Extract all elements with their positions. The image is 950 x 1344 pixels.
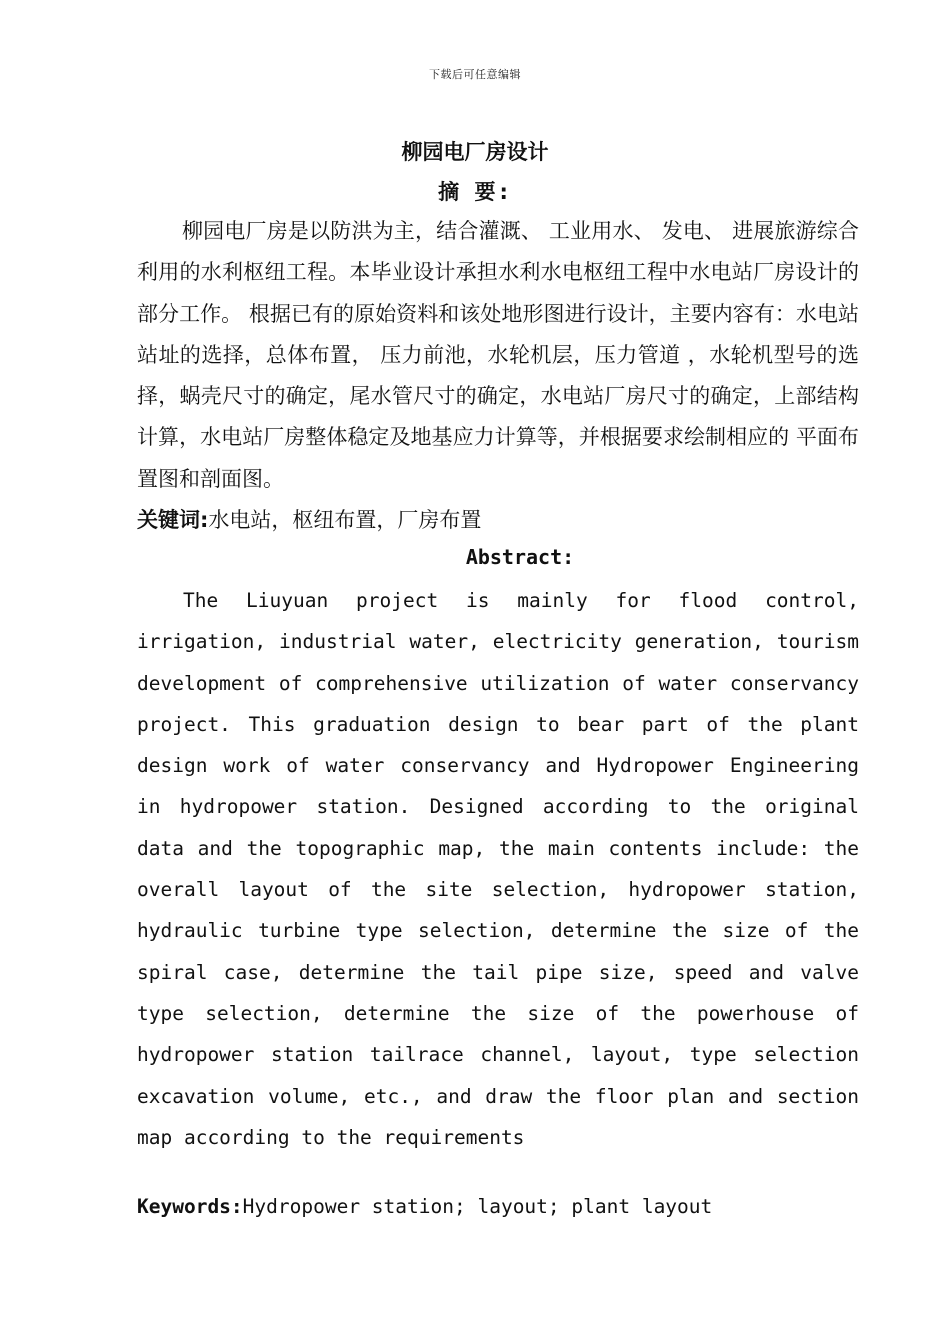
keywords-label-cn: 关键词: <box>137 508 209 532</box>
keywords-value-en: Hydropower station; layout; plant layout <box>242 1195 713 1218</box>
document-title: 柳园电厂房设计 <box>401 140 549 164</box>
keywords-label-en: Keywords: <box>137 1195 243 1218</box>
abstract-body-en: The Liuyuan project is mainly for flood control, irrigation, industrial water, electricity generation, tourism development of comprehensive utilization of water conservancy project. This graduation design to bear part of the plant design work of water conservancy and Hydropower Engineering in hydropower station. Designed according to the original data and the topographic map, the main contents include: the overall layout of the site selection, hydropower station, hydraulic turbine type selection, determine the size of the spiral case, determine the tail pipe size, speed and valve type selection, determine the size of the powerhouse of hydropower station tailrace channel, layout, type selection excavation volume, etc., and draw the floor plan and section map according to the requirements <box>137 589 859 1149</box>
keywords-line-en <box>137 1186 859 1227</box>
keywords-value-cn: 水电站，枢纽布置，厂房布置 <box>208 508 482 532</box>
abstract-heading-cn: 摘 要: <box>438 180 512 204</box>
abstract-heading-en: Abstract: <box>465 545 575 569</box>
abstract-body-cn: 柳园电厂房是以防洪为主，结合灌溉、 工业用水、 发电、 进展旅游综合利用的水利枢纽工程。本毕业设计承担水利水电枢纽工程中水电站厂房设计的部分工作。 根据已有的原始资料和该处地形图进行设计，主要内容有：水电站站址的选择，总体布置， 压力前池，水轮机层，压力管道 ，水轮机型号的选择，蜗壳尺寸的确定，尾水管尺寸的确定，水电站厂房尺寸的确定，上部结构计算，水电站厂房整体稳定及地基应力计算等，并根据要求绘制相应的 平面布置图和剖面图。 <box>137 219 859 491</box>
keywords-line-cn <box>137 500 859 541</box>
header-note: 下载后可任意编辑 <box>429 68 521 81</box>
